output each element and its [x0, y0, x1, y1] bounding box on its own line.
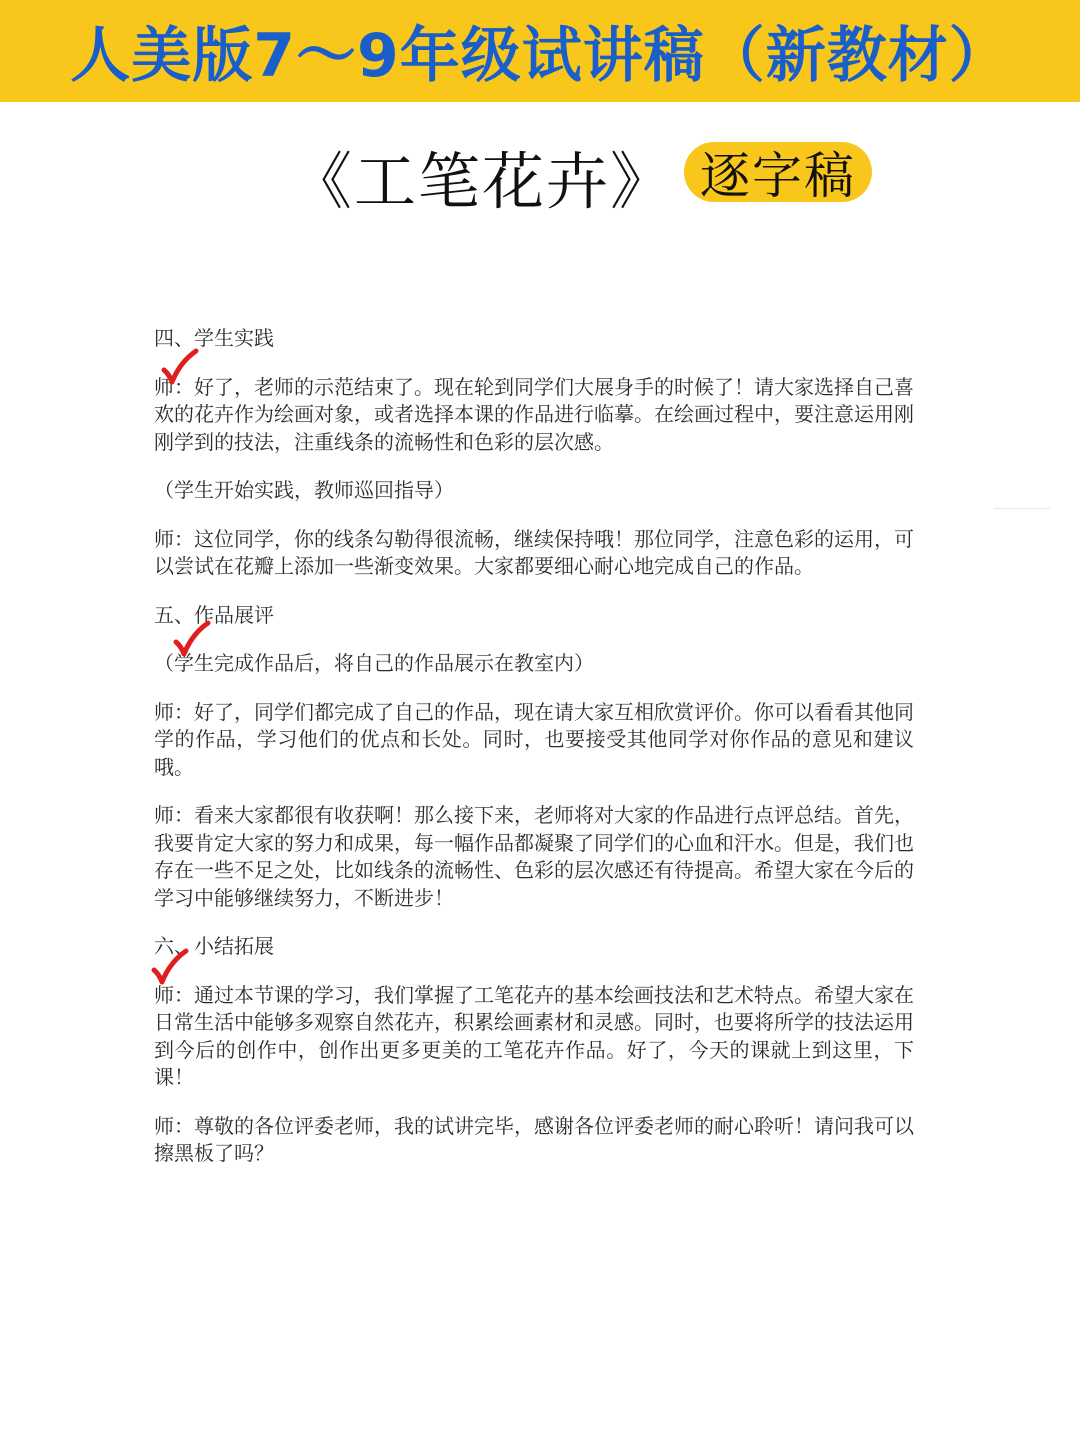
check-mark-icon [172, 620, 212, 658]
document-body [154, 325, 914, 1189]
top-banner [0, 0, 1080, 102]
check-mark-icon [160, 348, 200, 386]
section-heading-practice: 四、学生实践 [154, 326, 274, 350]
paragraph: 师：尊敬的各位评委老师，我的试讲完毕，感谢各位评委老师的耐心聆听！请问我可以擦黑板了吗？ [154, 1113, 914, 1165]
paragraph: （学生完成作品后，将自己的作品展示在教室内） [154, 651, 594, 675]
check-mark-icon [150, 948, 190, 986]
verbatim-badge: 逐字稿 [684, 142, 872, 202]
banner-title: 人美版7～9年级试讲稿（新教材） [70, 21, 1010, 91]
paragraph: （学生开始实践，教师巡回指导） [154, 478, 454, 502]
section-heading-showcase: 五、作品展评 [154, 602, 274, 627]
faint-divider [994, 508, 1050, 509]
paragraph: 师：好了，同学们都完成了自己的作品，现在请大家互相欣赏评价。你可以看看其他同学的作品，学习他们的优点和长处。同时，也要接受其他同学对你作品的意见和建议哦。 [154, 699, 914, 779]
paragraph: 师：看来大家都很有收获啊！那么接下来，老师将对大家的作品进行点评总结。首先，我要肯定大家的努力和成果，每一幅作品都凝聚了同学们的心血和汗水。但是，我们也存在一些不足之处，比如线条的流畅性、色彩的层次感还有待提高。希望大家在今后的学习中能够继续努力，不断进步！ [154, 803, 914, 910]
paragraph: 师：这位同学，你的线条勾勒得很流畅，继续保持哦！那位同学，注意色彩的运用，可以尝试在花瓣上添加一些渐变效果。大家都要细心耐心地完成自己的作品。 [154, 526, 914, 578]
section-heading-summary: 六、小结拓展 [154, 934, 274, 958]
document-title: 《工笔花卉》 [290, 145, 675, 218]
paragraph: 师：好了，老师的示范结束了。现在轮到同学们大展身手的时候了！请大家选择自己喜欢的花卉作为绘画对象，或者选择本课的作品进行临摹。在绘画过程中，要注意运用刚刚学到的技法，注重线条的流畅性和色彩的层次感。 [154, 374, 914, 454]
paragraph: 师：通过本节课的学习，我们掌握了工笔花卉的基本绘画技法和艺术特点。希望大家在日常生活中能够多观察自然花卉，积累绘画素材和灵感。同时，也要将所学的技法运用到今后的创作中，创作出更多更美的工笔花卉作品。好了，今天的课就上到这里，下课！ [154, 982, 914, 1089]
